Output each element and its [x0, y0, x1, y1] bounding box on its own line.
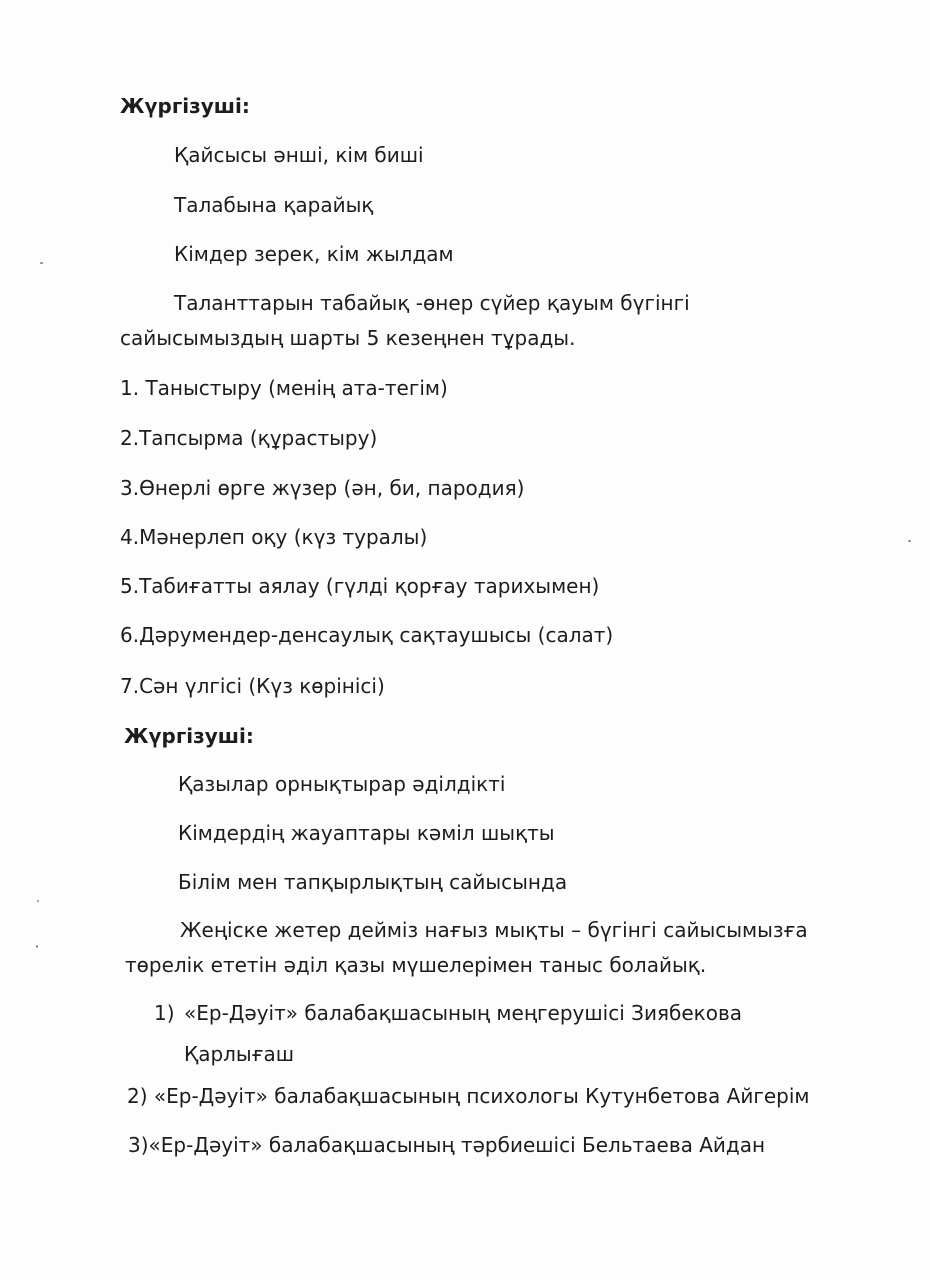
jury-item-3: 3)«Ер-Дәуіт» балабақшасының тәрбиешісі Бельтаева Айдан — [128, 1133, 766, 1157]
intro-paragraph-line-2: сайысымыздың шарты 5 кезеңнен тұрады. — [120, 326, 576, 350]
jury-paragraph-line-1: Жеңіске жетер дейміз нағыз мықты – бүгінгі сайысымызға — [180, 918, 808, 942]
jury-item-2: 2) «Ер-Дәуіт» балабақшасының психологы Кутунбетова Айгерім — [127, 1084, 810, 1108]
jury-paragraph-line-2: төрелік ететін әділ қазы мүшелерімен таныс болайық. — [125, 953, 707, 977]
scan-speck — [37, 900, 39, 902]
stage-item-5: 5.Табиғатты аялау (гүлді қорғау тарихымен) — [120, 574, 600, 598]
verse-1-line-1: Қайсысы әнші, кім биші — [174, 143, 424, 167]
scan-speck — [36, 945, 38, 948]
stage-item-6: 6.Дәрумендер-денсаулық сақтаушысы (салат) — [120, 623, 614, 647]
stage-item-2: 2.Тапсырма (құрастыру) — [120, 426, 378, 450]
verse-2-line-1: Қазылар орнықтырар әділдікті — [178, 772, 506, 796]
stage-item-7: 7.Сән үлгісі (Күз көрінісі) — [120, 674, 385, 698]
stage-item-3: 3.Өнерлі өрге жүзер (ән, би, пародия) — [120, 476, 525, 500]
verse-2-line-3: Білім мен тапқырлықтың сайысында — [178, 870, 568, 894]
verse-1-line-3: Кімдер зерек, кім жылдам — [174, 242, 454, 266]
heading-presenter-2: Жүргізуші: — [124, 724, 254, 748]
jury-item-1-line-1: «Ер-Дәуіт» балабақшасының меңгерушісі Зиябекова — [184, 1001, 742, 1025]
jury-item-1-line-2: Қарлығаш — [184, 1042, 295, 1066]
scan-speck — [40, 262, 43, 264]
heading-presenter-1: Жүргізуші: — [120, 94, 250, 118]
stage-item-1: 1. Таныстыру (менің ата-тегім) — [120, 376, 448, 400]
stage-item-4: 4.Мәнерлеп оқу (күз туралы) — [120, 525, 428, 549]
intro-paragraph-line-1: Таланттарын табайық -өнер сүйер қауым бүгінгі — [174, 291, 690, 315]
verse-1-line-2: Талабына қарайық — [174, 193, 374, 217]
jury-item-1-marker: 1) — [154, 1001, 175, 1025]
scan-speck — [908, 540, 911, 542]
verse-2-line-2: Кімдердің жауаптары кәміл шықты — [178, 821, 555, 845]
